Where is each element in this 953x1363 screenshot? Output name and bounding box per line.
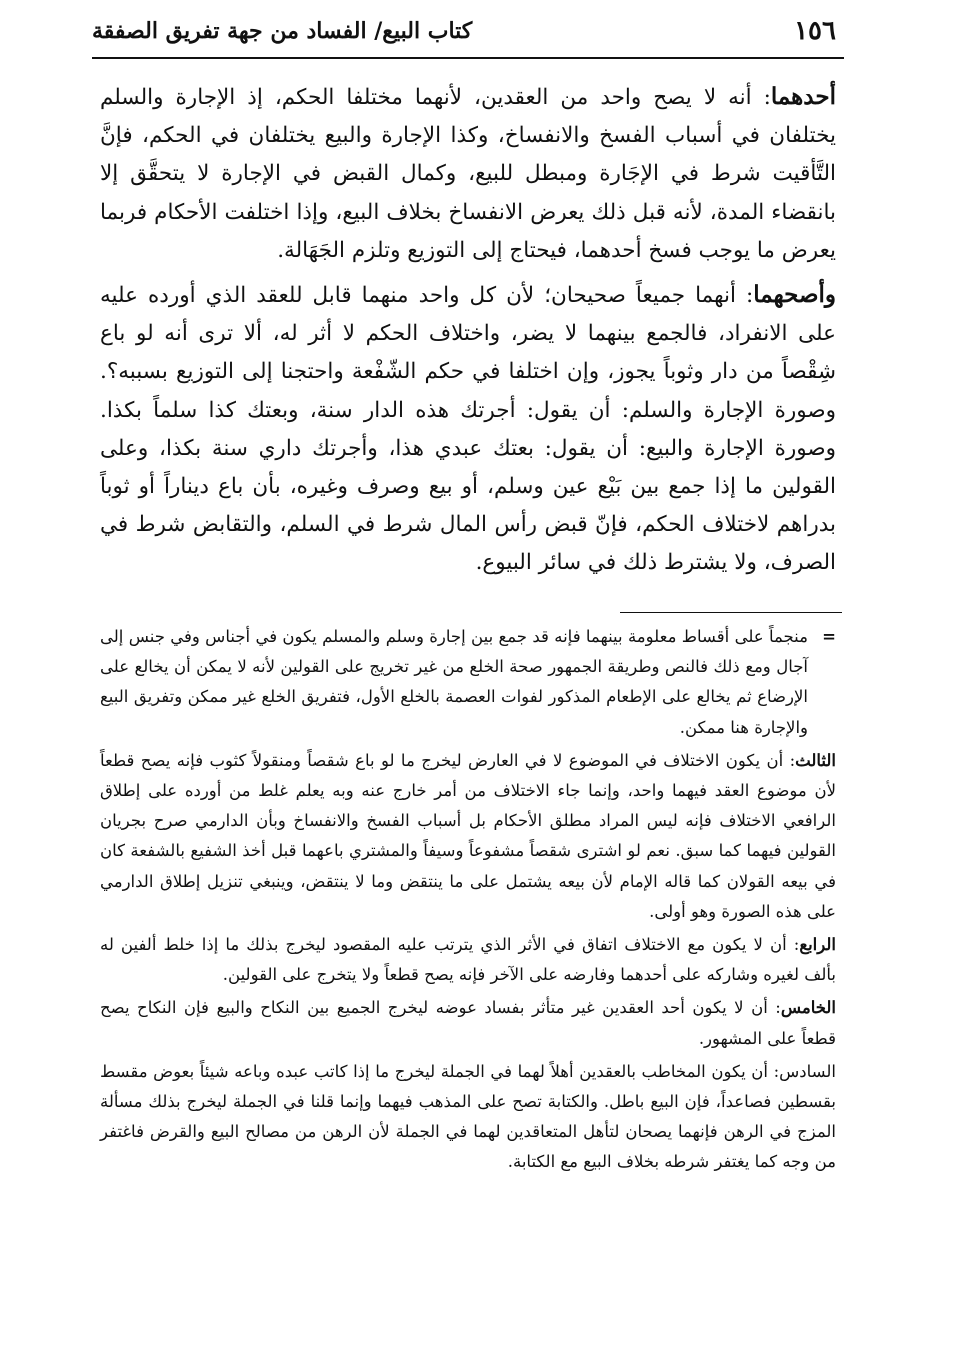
footnote-label: الخامس	[780, 998, 836, 1018]
footnote-text: منجماً على أقساط معلومة بينهما فإنه قد جمع بين إجارة وسلم والمسلم يكون في أجناس وفي جنس إلى آجال ومع ذلك فالنص وطريقة الجمهور صحة الخلع من غير تخريج على القولين لأنه لا يمكن أن يخالع على الإرضاع ثم يخالع على الإطعام المذكور لفوات العصمة بالخلع الأول، فتفريق الخلع غير ممكن وتفريق البيع والإجارة هنا ممكن.	[100, 627, 808, 737]
lead-word: وأصحهما	[753, 281, 836, 309]
footnote-sixth	[100, 1057, 836, 1178]
footnote-divider	[620, 612, 842, 613]
footnote-third	[100, 746, 836, 927]
footnote-label: الثالث	[795, 750, 836, 770]
page-header	[92, 14, 844, 54]
paragraph-second-opinion	[100, 276, 836, 583]
footnotes	[100, 622, 836, 1181]
paragraph-text: : أنهما جميعاً صحيحان؛ لأن كل واحد منهما قابل للعقد الذي أورده عليه على الانفراد، فالجمع بينهما لا يضر، واختلاف الحكم لا أثر له، ألا ترى أنه لو باع شِقْصاً من دار وثوباً يجوز، وإن اختلفا في حكم الشّفْعة واحتجنا إلى التوزيع بسببه؟. وصورة الإجارة والسلم: أن يقول: أجرتك هذه الدار سنة، وبعتك كذا سلماً بكذا. وصورة الإجارة والبيع: أن يقول: بعتك عبدي هذا، وأجرتك داري سنة بكذا، وعلى القولين ما إذا جمع بين بَيْع عين وسلم، أو بيع وصرف وغيره، بأن باع ديناراً أو ثوباً بدراهم لاختلاف الحكم، فإنّ قبض رأس المال شرط في السلم، والتقابض شرط في الصرف، ولا يشترط ذلك في سائر البيوع.	[100, 283, 836, 576]
footnote-text: : أن يكون الاختلاف في الموضوع لا في العارض ليخرج ما لو باع شقصاً ومنقولاً كثوب فإنه يصح قطعاً لأن موضوع العقد فيهما واحد، وإنما جاء الاختلاف من أمر خارج عنه وبه يعلم غلط من أورده على إطلاق الرافعي الاختلاف فإنه ليس المراد مطلق الأحكام بل أسباب الفسخ والانفساخ وبأن الدارمي صرح بجريان القولين فيهما كما سبق. نعم لو اشترى شقصاً مشفوعاً وسيفاً والمشتري باعهما قبل أخذ الشفيع بالشفعة كان في بيعه القولان كما قاله الإمام لأن بيعه يشتمل على ما ينتقض وما لا ينتقض، وينبغي تنزيل إطلاق الدارمي على هذه الصورة وهو أولى.	[100, 750, 836, 921]
footnote-fourth	[100, 930, 836, 990]
footnote-label: الرابع	[799, 935, 836, 955]
footnote-text: : أن لا يكون أحد العقدين غير متأثر بفساد عوضه ليخرج الجميع بين النكاح والبيع فإن النكاح يصح قطعاً على المشهور.	[100, 998, 836, 1048]
footnote-label: السادس	[779, 1061, 836, 1081]
header-divider	[92, 57, 844, 59]
continuation-mark: =	[822, 627, 836, 646]
footnote-text: : أن لا يكون مع الاختلاف اتفاق في الأثر الذي يترتب عليه المقصود ليخرج بذلك ما إذا خلط ألفين له بألف لغيره وشاركه على أحدهما وفارضه على الآخر فإنه يصح قطعاً ولا يتخرج على القولين.	[100, 935, 836, 985]
footnote-fifth	[100, 993, 836, 1053]
running-title: كتاب البيع/ الفساد من جهة تفريق الصفقة	[92, 18, 473, 44]
paragraph-first-opinion	[100, 78, 836, 270]
page-number: ١٥٦	[794, 16, 836, 46]
footnote-text: : أن يكون المخاطب بالعقدين أهلاً لهما في الجملة ليخرج ما إذا كاتب عبده وباعه شيئاً بعوض مقسط بقسطين فصاعداً، فإن البيع باطل. والكتابة تصح على المذهب فيهما وإنما قلنا في الجملة ليخرج بذلك مسألة المزج في الرهن فإنهما يصحان لتأهل المتعاقدين لهما في الجملة لأن الرهن من مصالح البيع والقرض فاغتفر من وجه كما يغتفر شرطه بخلاف البيع مع الكتابة.	[100, 1061, 836, 1172]
footnote-continuation	[100, 622, 836, 743]
lead-word: أحدهما	[770, 83, 836, 110]
main-text	[100, 78, 836, 589]
paragraph-text: : أنه لا يصح واحد من العقدين، لأنهما مختلفا الحكم، إذ الإجارة والسلم يختلفان في أسباب الفسخ والانفساخ، وكذا الإجارة والبيع يختلفان في الحكم، فإنَّ التَّأقيت شرط في الإجَارة ومبطل للبيع، وكمال القبض في الإجارة لا يتحقَّق إلا بانقضاء المدة، لأنه قبل ذلك يعرض الانفساخ بخلاف البيع، وإذا اختلفت الأحكام فربما يعرض ما يوجب فسخ أحدهما، فيحتاج إلى التوزيع وتلزم الجَهَالة.	[100, 85, 836, 263]
